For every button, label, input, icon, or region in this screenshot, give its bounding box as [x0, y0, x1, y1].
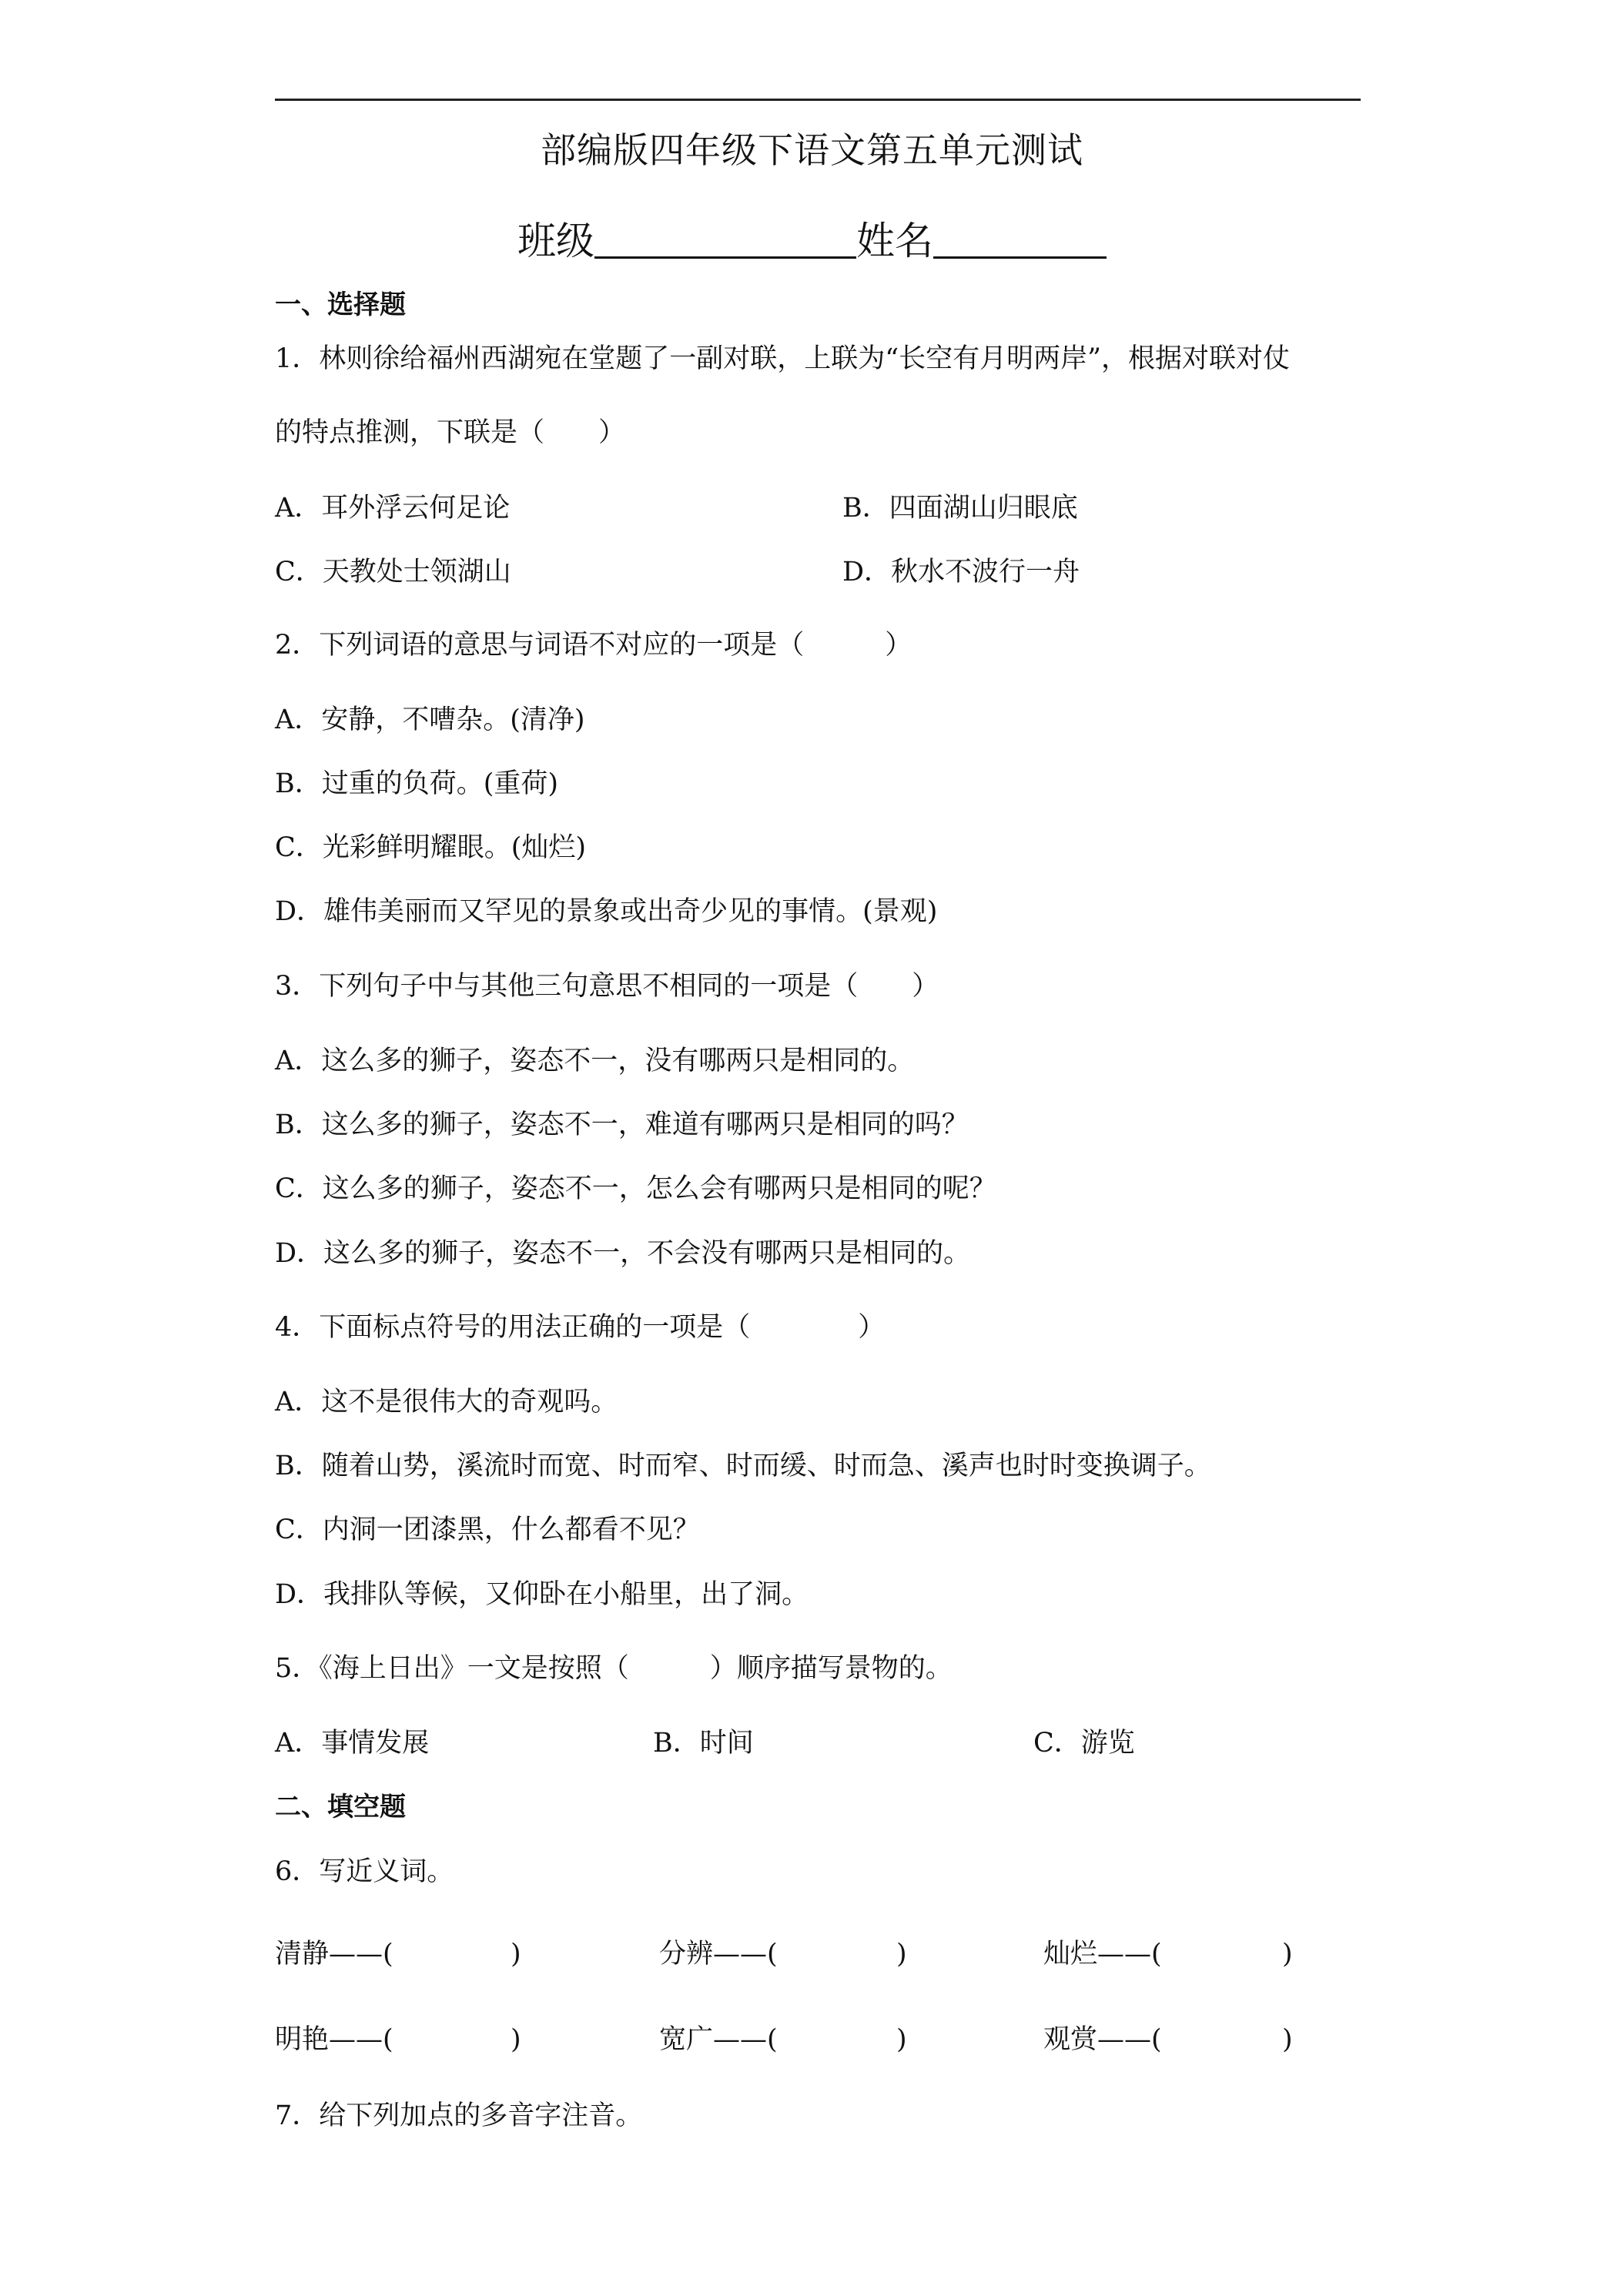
q6-close-paren: ) [1282, 2024, 1293, 2055]
q6-close-paren: ) [896, 1939, 907, 1970]
q2-option-a[interactable]: A．安静，不嘈杂。(清净) [275, 705, 585, 735]
class-label: 班级 [517, 219, 594, 263]
q4-option-c[interactable]: C．内洞一团漆黑，什么都看不见？ [275, 1514, 700, 1545]
q3-stem: 3．下列句子中与其他三句意思不相同的一项是（ ） [275, 971, 939, 1002]
q6-stem: 6．写近义词。 [275, 1856, 454, 1887]
q4-option-d[interactable]: D．我排队等候，又仰卧在小船里，出了洞。 [275, 1579, 809, 1610]
q6-item-qingjing: 清静——( [275, 1939, 393, 1970]
q4-option-b[interactable]: B．随着山势，溪流时而宽、时而窄、时而缓、时而急、溪声也时时变换调子。 [275, 1451, 1211, 1481]
q1-option-d[interactable]: D．秋水不波行一舟 [842, 557, 1080, 587]
section-fill-heading: 二、填空题 [275, 1792, 406, 1822]
q3-option-b[interactable]: B．这么多的狮子，姿态不一，难道有哪两只是相同的吗？ [275, 1110, 969, 1140]
q6-item-fenbian: 分辨——( [659, 1939, 778, 1970]
q2-stem: 2．下列词语的意思与词语不对应的一项是（ ） [275, 630, 912, 661]
q1-stem-line1: 1．林则徐给福州西湖宛在堂题了一副对联，上联为“长空有月明两岸”，根据对联对仗 [275, 343, 1291, 374]
name-label: 姓名 [856, 219, 933, 263]
q6-close-paren: ) [896, 2024, 907, 2055]
q1-option-b[interactable]: B．四面湖山归眼底 [842, 493, 1078, 524]
q5-option-a[interactable]: A．事情发展 [275, 1728, 430, 1759]
q6-item-kuanguang: 宽广——( [659, 2024, 778, 2055]
header-rule [275, 99, 1361, 101]
q6-item-guanshang: 观赏——( [1043, 2024, 1162, 2055]
q1-stem-line2: 的特点推测，下联是（ ） [275, 417, 626, 448]
q6-item-mingyan: 明艳——( [275, 2024, 393, 2055]
q3-option-c[interactable]: C．这么多的狮子，姿态不一，怎么会有哪两只是相同的呢？ [275, 1173, 996, 1204]
q4-option-a[interactable]: A．这不是很伟大的奇观吗。 [275, 1387, 618, 1417]
section-choice-heading: 一、选择题 [275, 290, 406, 320]
q6-close-paren: ) [511, 1939, 521, 1970]
q6-item-canlan: 灿烂——( [1043, 1939, 1162, 1970]
q4-stem: 4．下面标点符号的用法正确的一项是（ ） [275, 1312, 886, 1343]
q3-option-a[interactable]: A．这么多的狮子，姿态不一，没有哪两只是相同的。 [275, 1046, 915, 1076]
name-blank[interactable] [933, 216, 1107, 259]
q5-option-c[interactable]: C．游览 [1033, 1728, 1135, 1759]
page-title: 部编版四年级下语文第五单元测试 [541, 129, 1083, 171]
q6-close-paren: ) [511, 2024, 521, 2055]
q1-option-c[interactable]: C．天教处士领湖山 [275, 557, 511, 587]
q3-option-d[interactable]: D．这么多的狮子，姿态不一，不会没有哪两只是相同的。 [275, 1238, 971, 1269]
class-blank[interactable] [594, 216, 856, 259]
q7-stem: 7．给下列加点的多音字注音。 [275, 2100, 643, 2131]
q1-option-a[interactable]: A．耳外浮云何足论 [275, 493, 511, 524]
q2-option-c[interactable]: C．光彩鲜明耀眼。(灿烂) [275, 832, 587, 863]
q2-option-b[interactable]: B．过重的负荷。(重荷) [275, 768, 559, 799]
q5-stem: 5．《海上日出》一文是按照（ ）顺序描写景物的。 [275, 1653, 953, 1684]
class-name-line [517, 214, 1107, 268]
q5-option-b[interactable]: B．时间 [653, 1728, 754, 1759]
q2-option-d[interactable]: D．雄伟美丽而又罕见的景象或出奇少见的事情。(景观) [275, 896, 938, 927]
q6-close-paren: ) [1282, 1939, 1293, 1970]
